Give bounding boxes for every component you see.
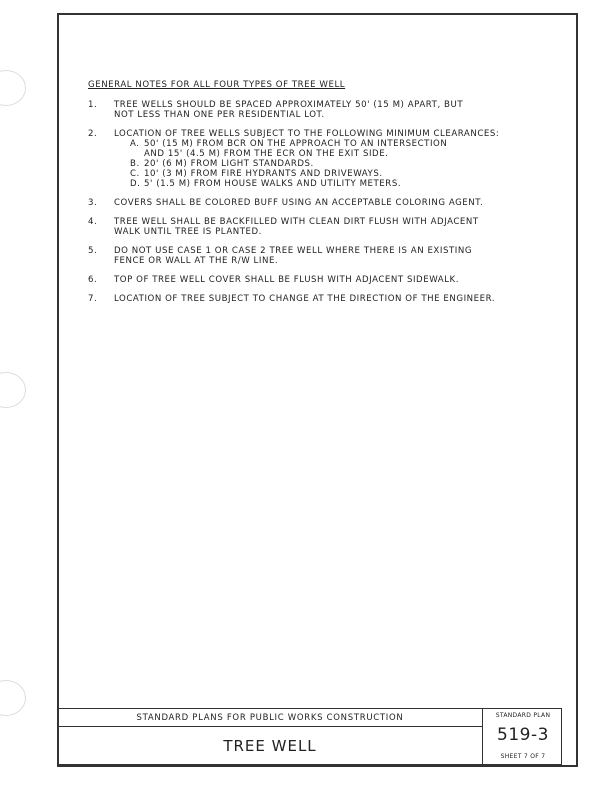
note-line: LOCATION OF TREE WELLS SUBJECT TO THE FOLLOWING MINIMUM CLEARANCES:: [114, 129, 500, 139]
standard-plan-label: STANDARD PLAN: [495, 712, 551, 719]
clearance-subitem: [114, 139, 528, 149]
subitem-letter: D.: [130, 179, 141, 189]
note-number: 2.: [88, 129, 98, 139]
title-block-main: [58, 709, 483, 764]
plan-number-cell: [483, 709, 563, 764]
note-line: FENCE OR WALL AT THE R/W LINE.: [114, 256, 279, 266]
title-block: [57, 708, 562, 765]
note-number: 5.: [88, 246, 98, 256]
subitem-continuation: AND 15' (4.5 M) FROM THE ECR ON THE EXIT SIDE.: [144, 149, 389, 159]
subitem-letter: A.: [130, 139, 140, 149]
punch-hole-middle: [0, 372, 26, 408]
note-number: 7.: [88, 294, 98, 304]
subitem-letter: B.: [130, 159, 140, 169]
note-line: NOT LESS THAN ONE PER RESIDENTIAL LOT.: [114, 110, 325, 120]
note-item: [88, 275, 528, 285]
note-number: 3.: [88, 198, 98, 208]
note-item: [88, 294, 528, 304]
note-item: [88, 129, 528, 189]
plan-number: 519-3: [497, 725, 549, 745]
note-item: [88, 217, 528, 237]
note-line: TREE WELL SHALL BE BACKFILLED WITH CLEAN DIRT FLUSH WITH ADJACENT: [114, 217, 479, 227]
clearance-subitem: [114, 159, 528, 169]
notes-heading: GENERAL NOTES FOR ALL FOUR TYPES OF TREE WELL: [88, 80, 346, 90]
note-item: [88, 198, 528, 208]
clearance-subitem: [114, 169, 528, 179]
drawing-title: TREE WELL: [223, 737, 317, 755]
note-line: DO NOT USE CASE 1 OR CASE 2 TREE WELL WHERE THERE IS AN EXISTING: [114, 246, 473, 256]
punch-hole-top: [0, 70, 26, 106]
clearance-subitem: [114, 179, 528, 189]
sheet-number: SHEET 7 OF 7: [500, 753, 546, 760]
subitem-text: 10' (3 M) FROM FIRE HYDRANTS AND DRIVEWAYS.: [144, 169, 383, 179]
punch-hole-bottom: [0, 680, 26, 716]
general-notes: [88, 80, 528, 313]
note-line: WALK UNTIL TREE IS PLANTED.: [114, 227, 262, 237]
note-number: 4.: [88, 217, 98, 227]
subitem-text: 50' (15 M) FROM BCR ON THE APPROACH TO AN INTERSECTION: [144, 139, 448, 149]
note-line: LOCATION OF TREE SUBJECT TO CHANGE AT THE DIRECTION OF THE ENGINEER.: [114, 294, 496, 304]
note-item: [88, 246, 528, 266]
note-line: TOP OF TREE WELL COVER SHALL BE FLUSH WITH ADJACENT SIDEWALK.: [114, 275, 460, 285]
subitem-text: 20' (6 M) FROM LIGHT STANDARDS.: [144, 159, 314, 169]
note-line: TREE WELLS SHOULD BE SPACED APPROXIMATELY 50' (15 M) APART, BUT: [114, 100, 464, 110]
note-item: [88, 100, 528, 120]
note-number: 1.: [88, 100, 98, 110]
note-line: COVERS SHALL BE COLORED BUFF USING AN ACCEPTABLE COLORING AGENT.: [114, 198, 484, 208]
note-number: 6.: [88, 275, 98, 285]
subitem-text: 5' (1.5 M) FROM HOUSE WALKS AND UTILITY METERS.: [144, 179, 402, 189]
agency-line: STANDARD PLANS FOR PUBLIC WORKS CONSTRUCTION: [58, 709, 482, 727]
subitem-letter: C.: [130, 169, 140, 179]
